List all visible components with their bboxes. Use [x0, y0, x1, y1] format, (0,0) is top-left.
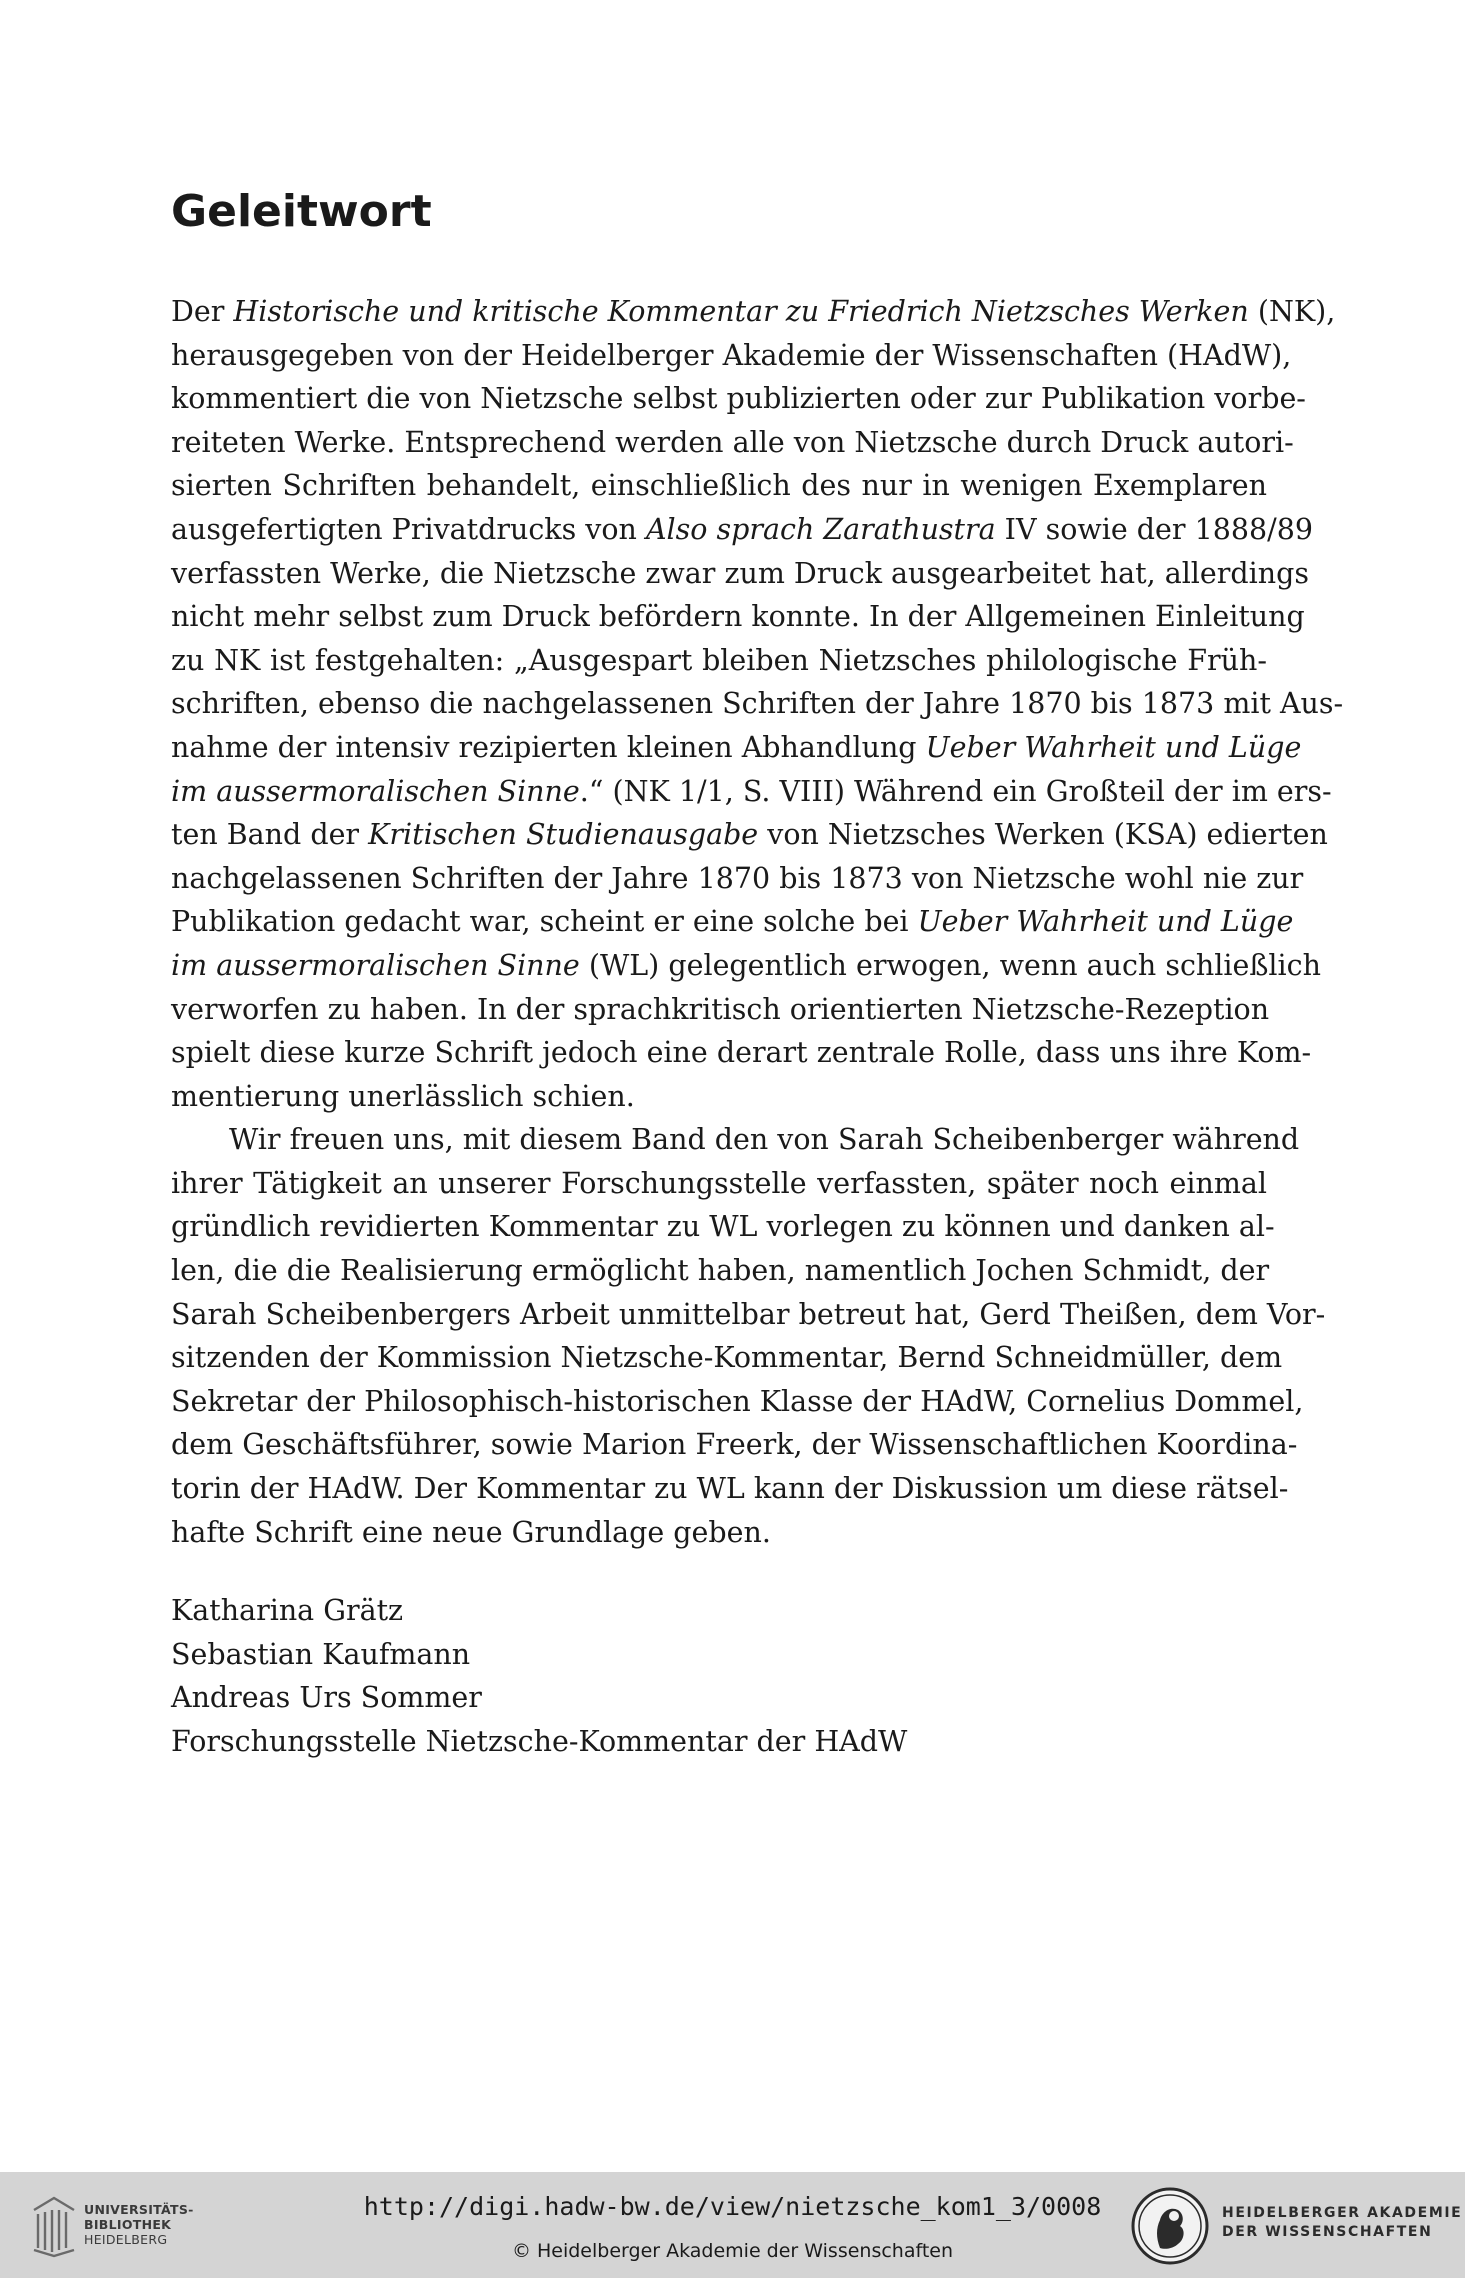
text-line: len, die die Realisierung ermöglicht haben, namentlich Jochen Schmidt, der: [171, 1254, 1270, 1288]
text-run: spielt diese kurze Schrift jedoch eine derart zentrale Rolle, dass uns ihre Kom-: [171, 1036, 1312, 1070]
library-name-line: HEIDELBERG: [84, 2232, 168, 2247]
text-run: reiteten Werke. Entsprechend werden alle von Nietzsche durch Druck autori-: [171, 425, 1294, 459]
paragraph-1: [171, 290, 1344, 1118]
text-line: [171, 682, 1344, 726]
text-line: [171, 421, 1294, 465]
text-line: [171, 857, 1304, 901]
text-run: zu NK ist festgehalten: „Ausgespart bleiben Nietzsches philologische Früh-: [171, 643, 1267, 677]
text-line: [171, 334, 1292, 378]
body-text: [171, 290, 1344, 1554]
text-run: (NK),: [1248, 295, 1336, 328]
academy-seal-icon[interactable]: [1130, 2186, 1210, 2266]
library-name-line: BIBLIOTHEK: [84, 2217, 172, 2232]
signer-institution: Forschungsstelle Nietzsche-Kommentar der HAdW: [171, 1724, 908, 1758]
signatories: [171, 1589, 907, 1763]
text-line: [171, 639, 1267, 683]
paragraph-2: [171, 1118, 1326, 1554]
text-run: nahme der intensiv rezipierten kleinen Abhandlung: [171, 730, 926, 764]
italic-title: Ueber Wahrheit und Lüge: [925, 730, 1302, 764]
text-line: [171, 595, 1305, 639]
italic-title: Kritischen Studienausgabe: [368, 818, 759, 852]
text-line: [171, 726, 1302, 770]
italic-title: im aussermoralischen Sinne: [171, 948, 580, 982]
library-name-line: UNIVERSITÄTS-: [84, 2202, 194, 2217]
text-line: [171, 900, 1294, 944]
text-line: [171, 1031, 1312, 1075]
text-run: (WL) gelegentlich erwogen, wenn auch schließlich: [579, 948, 1321, 982]
text-line: [171, 552, 1309, 596]
academy-name: [1222, 2204, 1462, 2242]
italic-title: Historische und kritische Kommentar zu Friedrich Nietzsches Werken: [233, 295, 1249, 328]
text-run: nachgelassenen Schriften der Jahre 1870 bis 1873 von Nietzsche wohl nie zur: [171, 861, 1304, 895]
copyright-notice: © Heidelberger Akademie der Wissenschaften: [511, 2240, 954, 2262]
text-line: Wir freuen uns, mit diesem Band den von Sarah Scheibenberger während: [229, 1123, 1300, 1157]
italic-title: im aussermoralischen Sinne: [171, 774, 580, 808]
text-run: herausgegeben von der Heidelberger Akademie der Wissenschaften (HAdW),: [171, 338, 1292, 372]
signer-name: Katharina Grätz: [171, 1594, 404, 1627]
academy-name-line: HEIDELBERGER AKADEMIE: [1222, 2205, 1463, 2221]
academy-name-line: DER WISSENSCHAFTEN: [1222, 2224, 1433, 2240]
text-line: torin der HAdW. Der Kommentar zu WL kann der Diskussion um diese rätsel-: [171, 1472, 1289, 1506]
text-run: verworfen zu haben. In der sprachkritisch orientierten Nietzsche-Rezeption: [171, 992, 1270, 1026]
signer-name: Sebastian Kaufmann: [171, 1637, 471, 1671]
text-run: Der: [171, 295, 234, 328]
text-line: Sekretar der Philosophisch-historischen Klasse der HAdW, Cornelius Dommel,: [171, 1384, 1304, 1418]
text-line: [171, 813, 1328, 857]
text-run: .“ (NK 1/1, S. VIII) Während ein Großteil der im ers-: [579, 774, 1332, 808]
text-run: ten Band der: [171, 818, 369, 852]
text-run: verfassten Werke, die Nietzsche zwar zum Druck ausgearbeitet hat, allerdings: [171, 556, 1309, 590]
text-line: ihrer Tätigkeit an unserer Forschungsstelle verfassten, später noch einmal: [171, 1166, 1267, 1200]
text-run: IV sowie der 1888/89: [995, 512, 1313, 546]
text-line: Sarah Scheibenbergers Arbeit unmittelbar betreut hat, Gerd Theißen, dem Vor-: [171, 1297, 1326, 1331]
text-run: schriften, ebenso die nachgelassenen Schriften der Jahre 1870 bis 1873 mit Aus-: [171, 687, 1344, 721]
text-line: dem Geschäftsführer, sowie Marion Freerk, der Wissenschaftlichen Koordina-: [171, 1428, 1298, 1462]
text-run: Publikation gedacht war, scheint er eine solche bei: [171, 905, 918, 939]
text-line: [171, 988, 1270, 1032]
text-line: [171, 290, 1336, 334]
signer-name: Andreas Urs Sommer: [171, 1681, 482, 1715]
text-run: nicht mehr selbst zum Druck befördern konnte. In der Allgemeinen Einleitung: [171, 600, 1305, 634]
text-line: [171, 1075, 1267, 1119]
text-line: hafte Schrift eine neue Grundlage geben.: [171, 1515, 771, 1549]
text-line: sitzenden der Kommission Nietzsche-Kommentar, Bernd Schneidmüller, dem: [171, 1341, 1283, 1375]
text-run: mentierung unerlässlich schien.: [171, 1079, 635, 1113]
text-line: gründlich revidierten Kommentar zu WL vorlegen zu können und danken al-: [171, 1210, 1275, 1244]
text-run: kommentiert die von Nietzsche selbst publizierten oder zur Publikation vorbe-: [171, 382, 1306, 416]
text-run: ausgefertigten Privatdrucks von: [171, 512, 646, 546]
text-run: sierten Schriften behandelt, einschließlich des nur in wenigen Exemplaren: [171, 469, 1267, 503]
permalink-url[interactable]: http://digi.hadw-bw.de/view/nietzsche_kom1_3/0008: [363, 2192, 1102, 2221]
footer-bar: [0, 2172, 1465, 2278]
text-run: von Nietzsches Werken (KSA) edierten: [758, 818, 1328, 852]
italic-title: Ueber Wahrheit und Lüge: [917, 905, 1294, 939]
text-line: [171, 770, 1332, 814]
text-line: [171, 508, 1313, 552]
text-line: [171, 944, 1321, 988]
page-title: Geleitwort: [171, 186, 432, 237]
text-line: [171, 464, 1267, 508]
italic-title: Also sprach Zarathustra: [645, 512, 996, 546]
text-line: [171, 377, 1306, 421]
